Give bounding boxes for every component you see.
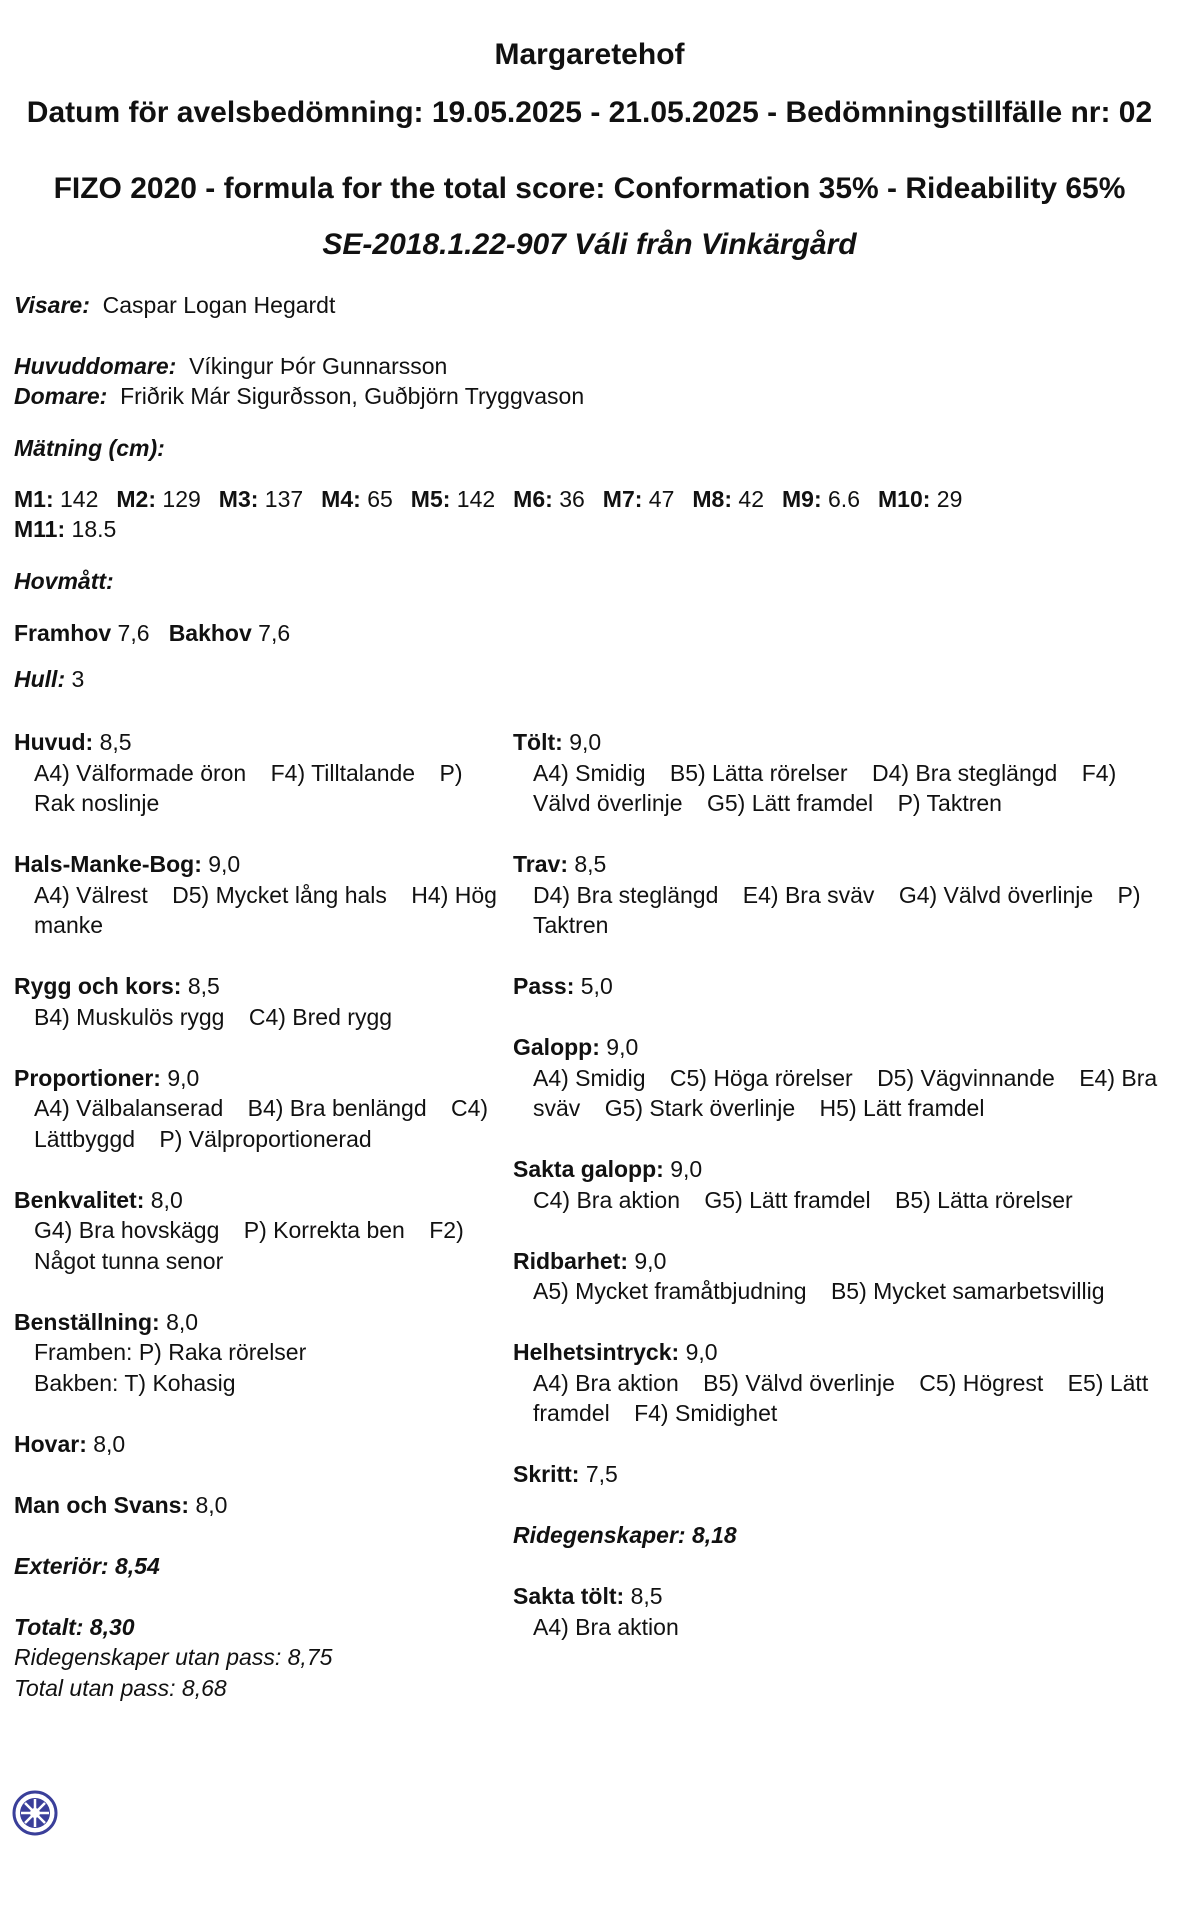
section-score: 8,0 [166, 1308, 199, 1335]
measure-value: 142 [60, 486, 99, 512]
hind-legs-comment: Bakben: T) Kohasig [34, 1369, 236, 1396]
section-label: Pass: [513, 973, 575, 999]
score-section [513, 971, 1173, 1002]
section-score: 8,54 [114, 1552, 160, 1579]
comment-item: F4) Smidighet [634, 1400, 778, 1426]
section-heading [513, 727, 1173, 758]
comment-item: F2) Något tunna senor [34, 1217, 464, 1274]
front-hoof-value: 7,6 [117, 620, 150, 646]
score-section [14, 727, 509, 819]
measure-key: M3: [218, 486, 259, 512]
domare-value: Friðrik Már Sigurðsson, Guðbjörn Tryggvason [120, 383, 585, 409]
measure-item [411, 486, 495, 512]
horse-title: SE-2018.1.22-907 Váli från Vinkärgård [322, 228, 857, 261]
hull-value: 3 [71, 666, 85, 692]
section-score: 8,5 [99, 729, 132, 755]
back-hoof-value: 7,6 [258, 620, 291, 646]
section-label: Trav: [513, 851, 568, 877]
section-heading [14, 1185, 509, 1216]
measure-key: M7: [602, 486, 643, 512]
total-heading [14, 1612, 509, 1643]
comment-item: F4) Välvd överlinje [533, 759, 1117, 816]
comment-item: B4) Muskulös rygg [34, 1003, 225, 1030]
measure-item [513, 486, 585, 512]
measure-key: M2: [116, 486, 157, 512]
comment-item: D4) Bra steglängd [533, 881, 719, 908]
front-legs-comment: Framben: P) Raka rörelser [34, 1339, 307, 1365]
comment-item: G5) Lätt framdel [704, 1186, 871, 1213]
comment-item: E4) Bra sväv [533, 1064, 1158, 1121]
section-label: Huvud: [14, 729, 94, 755]
section-label: Sakta tölt: [513, 1583, 625, 1609]
visare-label: Visare: [14, 292, 90, 318]
measure-row-2 [14, 514, 134, 544]
score-section [513, 1459, 1173, 1490]
section-comments [14, 1002, 509, 1033]
comment-item: A4) Välbalanserad [34, 1095, 224, 1121]
measure-value: 65 [367, 486, 393, 512]
section-label: Helhetsintryck: [513, 1339, 680, 1365]
comment-item: D5) Mycket lång hals [172, 881, 387, 908]
section-comments [14, 1093, 509, 1154]
section-comments [513, 758, 1173, 819]
section-heading [513, 1520, 1173, 1551]
rideability-without-pace: Ridegenskaper utan pass: 8,75 [14, 1644, 333, 1670]
domare-label: Domare: [14, 383, 108, 409]
section-score: 8,5 [187, 973, 220, 999]
total-score: 8,30 [89, 1613, 135, 1640]
comment-item: A4) Välrest [34, 881, 148, 908]
section-score: 5,0 [580, 973, 613, 999]
comment-item: A4) Bra aktion [533, 1369, 679, 1396]
section-label: Benkvalitet: [14, 1186, 145, 1213]
comment-item: F4) Tilltalande [270, 759, 416, 786]
comment-item: A4) Smidig [533, 1064, 646, 1091]
section-heading [513, 1581, 1173, 1612]
section-heading [513, 1459, 1173, 1490]
place-title: Margaretehof [494, 38, 685, 71]
section-label: Exteriör: [14, 1552, 109, 1579]
section-score: 9,0 [208, 851, 241, 877]
section-score: 8,5 [630, 1583, 663, 1609]
score-section [14, 1551, 509, 1582]
comment-item: P) Rak noslinje [34, 759, 463, 816]
section-label: Ridbarhet: [513, 1247, 628, 1274]
section-comments [513, 1368, 1173, 1429]
score-section [14, 1490, 509, 1521]
score-section [14, 1063, 509, 1155]
comment-item: C4) Lättbyggd [34, 1095, 489, 1152]
judging-logo-icon [12, 1790, 58, 1836]
section-heading [14, 727, 509, 758]
section-heading [513, 1337, 1173, 1368]
comment-item: B5) Välvd överlinje [703, 1369, 895, 1396]
comment-item: C5) Höga rörelser [669, 1064, 853, 1091]
comment-item: H4) Hög manke [34, 881, 497, 938]
score-section [513, 849, 1173, 941]
comment-item: D5) Vägvinnande [877, 1064, 1055, 1091]
comment-item: C4) Bred rygg [248, 1003, 393, 1030]
section-score: 7,5 [585, 1461, 618, 1487]
formula-line: FIZO 2020 - formula for the total score: Conformation 35% - Rideability 65% [53, 172, 1126, 205]
section-label: Galopp: [513, 1034, 600, 1060]
comment-item: G4) Bra hovskägg [34, 1217, 220, 1243]
measure-value: 6.6 [828, 486, 860, 512]
section-label: Proportioner: [14, 1064, 161, 1091]
measure-value: 18.5 [71, 516, 117, 542]
huvuddomare-label: Huvuddomare: [14, 353, 177, 379]
score-section [14, 1307, 509, 1399]
score-section [14, 849, 509, 941]
measure-item [14, 486, 98, 512]
section-label: Tölt: [513, 729, 563, 755]
section-score: 8,0 [195, 1491, 228, 1518]
section-label: Skritt: [513, 1461, 580, 1487]
measure-item [14, 516, 116, 542]
section-heading [14, 971, 509, 1002]
section-comments [513, 1612, 1173, 1643]
measure-key: M4: [321, 486, 361, 512]
hoof-row [14, 618, 290, 648]
huvuddomare-row [14, 351, 447, 381]
measure-key: M11: [14, 516, 66, 542]
dates-line: Datum för avelsbedömning: 19.05.2025 - 21.05.2025 - Bedömningstillfälle nr: 02 [26, 96, 1153, 129]
section-score: 9,0 [634, 1247, 667, 1274]
section-comments [14, 880, 509, 941]
domare-row [14, 381, 584, 411]
comment-item: A4) Välformade öron [34, 759, 247, 786]
section-heading [14, 1429, 509, 1460]
section-heading [513, 971, 1173, 1002]
hoof-title: Hovmått: [14, 568, 114, 594]
conformation-column [14, 727, 509, 1703]
section-label: Man och Svans: [14, 1491, 190, 1518]
section-label: Hovar: [14, 1430, 87, 1457]
comment-item: E4) Bra sväv [742, 881, 875, 908]
measure-item [782, 486, 860, 512]
front-hoof-label: Framhov [14, 620, 112, 646]
comment-item: P) Välproportionerad [159, 1125, 372, 1152]
measure-value: 142 [456, 486, 496, 512]
measure-title: Mätning (cm): [14, 435, 165, 461]
comment-item: C5) Högrest [919, 1369, 1044, 1396]
comment-item: E5) Lätt framdel [533, 1369, 1149, 1426]
comment-item: C4) Bra aktion [533, 1186, 681, 1213]
measure-value: 47 [648, 486, 675, 512]
section-label: Hals-Manke-Bog: [14, 851, 202, 877]
huvuddomare-value: Víkingur Þór Gunnarsson [189, 353, 448, 379]
section-heading [513, 1154, 1173, 1185]
measure-value: 36 [559, 486, 585, 512]
comment-item: G4) Välvd överlinje [898, 881, 1094, 908]
measure-value: 137 [264, 486, 304, 512]
back-hoof-label: Bakhov [168, 620, 252, 646]
section-heading [14, 849, 509, 880]
section-heading [14, 1307, 509, 1338]
section-comments [513, 1185, 1173, 1216]
comment-item: B5) Mycket samarbetsvillig [830, 1278, 1105, 1304]
total-label: Totalt: [14, 1613, 84, 1640]
score-section [14, 1185, 509, 1277]
score-section [513, 1032, 1173, 1124]
hull-row [14, 664, 84, 694]
section-label: Benställning: [14, 1308, 160, 1335]
measure-row-1 [14, 484, 980, 514]
comment-item: D4) Bra steglängd [871, 759, 1058, 786]
measure-value: 29 [936, 486, 963, 512]
measure-key: M6: [513, 486, 553, 512]
measure-key: M1: [14, 486, 54, 512]
comment-item: P) Taktren [897, 790, 1002, 816]
totals-block [14, 1612, 509, 1704]
comment-item: A4) Smidig [533, 759, 646, 786]
section-score: 8,5 [574, 851, 607, 877]
score-section [14, 971, 509, 1032]
section-label: Ridegenskaper: [513, 1522, 686, 1548]
section-score: 8,0 [93, 1430, 126, 1457]
measure-value: 129 [162, 486, 201, 512]
measure-item [603, 486, 675, 512]
section-score: 8,18 [691, 1522, 737, 1548]
comment-item: A5) Mycket framåtbjudning [533, 1278, 807, 1304]
comment-item: B5) Lätta rörelser [669, 759, 848, 786]
total-without-pace: Total utan pass: 8,68 [14, 1674, 227, 1701]
section-score: 9,0 [569, 729, 602, 755]
comment-item: P) Taktren [533, 881, 1141, 938]
comment-item: B4) Bra benlängd [247, 1095, 427, 1121]
section-heading [513, 1246, 1173, 1277]
measure-item [321, 486, 393, 512]
measure-key: M10: [878, 486, 931, 512]
section-comments [14, 758, 509, 819]
comment-item: G5) Stark överlinje [604, 1095, 796, 1121]
comment-item: H5) Lätt framdel [819, 1095, 985, 1121]
measure-item [692, 486, 764, 512]
section-comments [513, 1276, 1173, 1307]
section-heading [513, 849, 1173, 880]
score-section [513, 1337, 1173, 1429]
score-section [513, 1246, 1173, 1307]
measure-item [116, 486, 200, 512]
visare-row [14, 290, 335, 320]
measure-key: M5: [410, 486, 451, 512]
comment-item: A4) Bra aktion [533, 1613, 679, 1640]
measure-key: M8: [692, 486, 733, 512]
section-comments [513, 1063, 1173, 1124]
measure-key: M9: [782, 486, 822, 512]
section-heading [14, 1490, 509, 1521]
section-score: 9,0 [685, 1339, 718, 1365]
measure-item [219, 486, 303, 512]
comment-item: P) Korrekta ben [243, 1217, 405, 1243]
score-section [513, 727, 1173, 819]
rideability-column [513, 727, 1173, 1673]
section-label: Rygg och kors: [14, 973, 182, 999]
section-comments [14, 1215, 509, 1276]
section-heading [14, 1063, 509, 1094]
section-score: 9,0 [670, 1156, 703, 1182]
visare-value: Caspar Logan Hegardt [102, 292, 336, 318]
hull-label: Hull: [14, 666, 66, 692]
score-section [513, 1520, 1173, 1551]
section-score: 8,0 [150, 1186, 183, 1213]
section-heading [14, 1551, 509, 1582]
section-score: 9,0 [606, 1034, 639, 1060]
comment-item: B5) Lätta rörelser [894, 1186, 1073, 1213]
comment-item: G5) Lätt framdel [706, 790, 874, 816]
measure-item [878, 486, 962, 512]
score-section [513, 1154, 1173, 1215]
section-comments [513, 880, 1173, 941]
score-section [14, 1429, 509, 1460]
score-section [513, 1581, 1173, 1642]
section-label: Sakta galopp: [513, 1156, 664, 1182]
measure-value: 42 [738, 486, 764, 512]
section-score: 9,0 [167, 1064, 200, 1091]
section-heading [513, 1032, 1173, 1063]
